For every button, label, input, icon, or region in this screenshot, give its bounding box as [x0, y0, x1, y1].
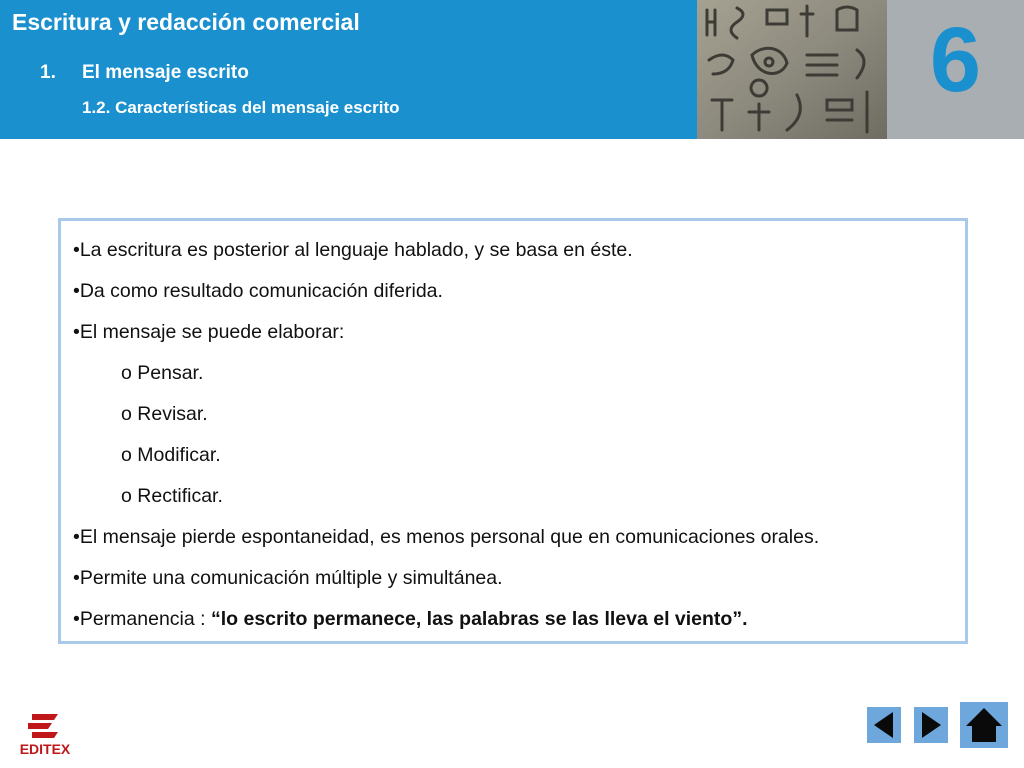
chapter-badge: [887, 0, 1024, 139]
home-button[interactable]: [960, 702, 1008, 748]
bullet-line: •Permite una comunicación múltiple y simultánea.: [73, 567, 503, 589]
course-title: Escritura y redacción comercial: [12, 9, 360, 35]
sub-bullet-line: o Rectificar.: [121, 485, 223, 507]
bullet-line: •Da como resultado comunicación diferida.: [73, 280, 443, 302]
logo-text: EDITEX: [19, 741, 71, 757]
next-button[interactable]: [914, 707, 948, 743]
section-heading: [40, 62, 249, 84]
triangle-left-icon: [867, 707, 901, 743]
hieroglyph-image: [697, 0, 887, 139]
bullet-line: •La escritura es posterior al lenguaje hablado, y se basa en éste.: [73, 239, 633, 261]
bullet-line: •El mensaje pierde espontaneidad, es menos personal que en comunicaciones orales.: [73, 526, 820, 548]
subsection-title: 1.2. Características del mensaje escrito: [82, 98, 400, 117]
section-title: El mensaje escrito: [82, 62, 249, 83]
bullet-line: •El mensaje se puede elaborar:: [73, 321, 345, 343]
content-box: [58, 218, 968, 644]
editex-logo: [10, 710, 80, 760]
sub-bullet-line: o Modificar.: [121, 444, 221, 466]
permanencia-label: •Permanencia :: [73, 608, 211, 630]
bullet-line-permanencia: [73, 608, 748, 631]
section-number: 1.: [40, 62, 56, 83]
chapter-number: 6: [929, 9, 982, 111]
home-icon: [960, 702, 1008, 748]
sub-bullet-line: o Revisar.: [121, 403, 208, 425]
permanencia-quote: “lo escrito permanece, las palabras se las lleva el viento”.: [210, 608, 748, 630]
sub-bullet-line: o Pensar.: [121, 362, 204, 384]
header-banner: [0, 0, 1024, 139]
previous-button[interactable]: [867, 707, 901, 743]
triangle-right-icon: [914, 707, 948, 743]
